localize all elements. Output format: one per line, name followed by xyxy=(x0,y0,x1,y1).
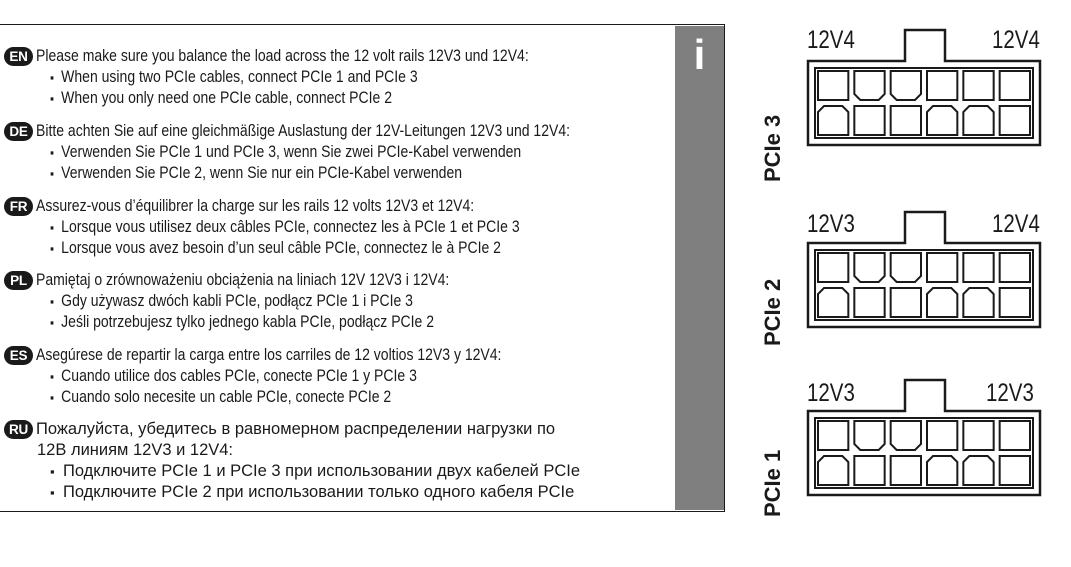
pin-socket xyxy=(854,253,884,282)
lang-heading-ru: Пожалуйста, убедитесь в равномерном распределении нагрузки по xyxy=(36,420,556,438)
connector-pcie1 xyxy=(760,370,1060,535)
bullet-item: ▪ Подключите PCIe 2 при использовании только одного кабеля PCIe xyxy=(50,482,672,503)
connector-outline xyxy=(807,26,1040,145)
bullet-item: ▪ Verwenden Sie PCIe 2, wenn Sie nur ein PCIe-Kabel verwenden xyxy=(50,163,585,184)
rail-label-left: 12V3 xyxy=(807,379,855,407)
connector-diagram xyxy=(805,378,1045,498)
connector-pcie3 xyxy=(760,20,1060,185)
lang-heading-pl: Pamiętaj o zrównoważeniu obciążenia na liniach 12V 12V3 i 12V4: xyxy=(36,271,450,289)
pin-socket xyxy=(891,71,921,100)
rail-label-left: 12V4 xyxy=(807,26,855,54)
info-icon: i xyxy=(693,31,706,78)
pin-socket xyxy=(818,288,848,317)
lang-heading-en: Please make sure you balance the load across the 12 volt rails 12V3 und 12V4: xyxy=(36,47,529,65)
bullet-item: ▪ Lorsque vous utilisez deux câbles PCIe, connectez les à PCIe 1 et PCIe 3 xyxy=(50,217,585,238)
connector-outline xyxy=(808,380,1040,495)
pin-socket xyxy=(1000,106,1030,135)
pin-socket xyxy=(1000,71,1030,100)
pin-socket xyxy=(891,421,921,450)
lang-block-es xyxy=(4,345,672,408)
bullet-item: ▪ When you only need one PCIe cable, connect PCIe 2 xyxy=(50,88,585,109)
pin-socket xyxy=(891,288,921,317)
lang-badge-fr: FR xyxy=(4,197,33,216)
pin-socket xyxy=(963,106,993,135)
bullet-item: ▪ Lorsque vous avez besoin d’un seul câble PCIe, connectez le à PCIe 2 xyxy=(50,238,585,259)
lang-block-pl xyxy=(4,270,672,333)
pin-socket xyxy=(891,456,921,485)
lang-block-en xyxy=(4,46,672,109)
pin-socket xyxy=(1000,288,1030,317)
bullet-item: ▪ Gdy używasz dwóch kabli PCIe, podłącz PCIe 1 i PCIe 3 xyxy=(50,291,585,312)
lang-block-ru xyxy=(4,419,672,503)
bullet-item: ▪ Cuando utilice dos cables PCIe, conecte PCIe 1 y PCIe 3 xyxy=(50,366,585,387)
lang-block-de xyxy=(4,121,672,184)
pin-socket xyxy=(927,421,957,450)
bullet-item: ▪ Verwenden Sie PCIe 1 und PCIe 3, wenn Sie zwei PCIe-Kabel verwenden xyxy=(50,142,585,163)
pcie-label: PCIe 3 xyxy=(760,114,785,182)
lang-badge-en: EN xyxy=(4,47,33,66)
pin-socket xyxy=(927,253,957,282)
pcie-label: PCIe 1 xyxy=(760,449,785,517)
pin-socket xyxy=(963,253,993,282)
pin-socket xyxy=(963,288,993,317)
lang-badge-pl: PL xyxy=(4,271,33,290)
bullet-item: ▪ Jeśli potrzebujesz tylko jednego kabla PCIe, podłącz PCIe 2 xyxy=(50,312,585,333)
lang-block-fr xyxy=(4,196,672,259)
pin-socket xyxy=(818,106,848,135)
pin-socket xyxy=(963,421,993,450)
pin-socket xyxy=(1000,421,1030,450)
pin-socket xyxy=(927,106,957,135)
pin-socket xyxy=(927,288,957,317)
connector-diagram xyxy=(805,210,1045,330)
lang-heading-ru-continued: 12В линиям 12V3 и 12V4: xyxy=(37,441,234,459)
pin-socket xyxy=(963,71,993,100)
pin-socket xyxy=(854,71,884,100)
connector-pcie2 xyxy=(760,200,1060,365)
lang-badge-es: ES xyxy=(4,346,33,365)
pin-socket xyxy=(854,456,884,485)
pin-socket xyxy=(963,456,993,485)
pcie-label: PCIe 2 xyxy=(760,278,785,346)
pin-socket xyxy=(818,421,848,450)
pin-socket xyxy=(818,71,848,100)
lang-heading-de: Bitte achten Sie auf eine gleichmäßige Auslastung der 12V-Leitungen 12V3 und 12V4: xyxy=(36,122,571,140)
lang-heading-es: Asegúrese de repartir la carga entre los carriles de 12 voltios 12V3 y 12V4: xyxy=(36,346,502,364)
pin-socket xyxy=(854,288,884,317)
pin-socket xyxy=(1000,456,1030,485)
lang-badge-ru: RU xyxy=(4,420,33,439)
bullet-item: ▪ Подключите PCIe 1 и PCIe 3 при использовании двух кабелей PCIe xyxy=(50,461,672,482)
pin-socket xyxy=(1000,253,1030,282)
pin-socket xyxy=(891,253,921,282)
pin-socket xyxy=(818,253,848,282)
lang-heading-fr: Assurez-vous d’équilibrer la charge sur les rails 12 volts 12V3 et 12V4: xyxy=(36,197,475,215)
lang-badge-de: DE xyxy=(4,122,33,141)
connector-outline xyxy=(808,212,1040,327)
info-side-band xyxy=(675,26,724,510)
pin-socket xyxy=(854,421,884,450)
pin-socket xyxy=(854,106,884,135)
pin-socket xyxy=(927,71,957,100)
rail-label-right: 12V4 xyxy=(992,26,1040,54)
pin-socket xyxy=(818,456,848,485)
pin-socket xyxy=(927,456,957,485)
bullet-item: ▪ When using two PCIe cables, connect PCIe 1 and PCIe 3 xyxy=(50,67,585,88)
rail-label-left: 12V3 xyxy=(807,210,855,238)
pin-socket xyxy=(891,106,921,135)
rail-label-right: 12V3 xyxy=(986,379,1034,407)
connector-diagram xyxy=(805,28,1045,148)
bullet-item: ▪ Cuando solo necesite un cable PCIe, conecte PCIe 2 xyxy=(50,387,585,408)
rail-label-right: 12V4 xyxy=(992,210,1040,238)
